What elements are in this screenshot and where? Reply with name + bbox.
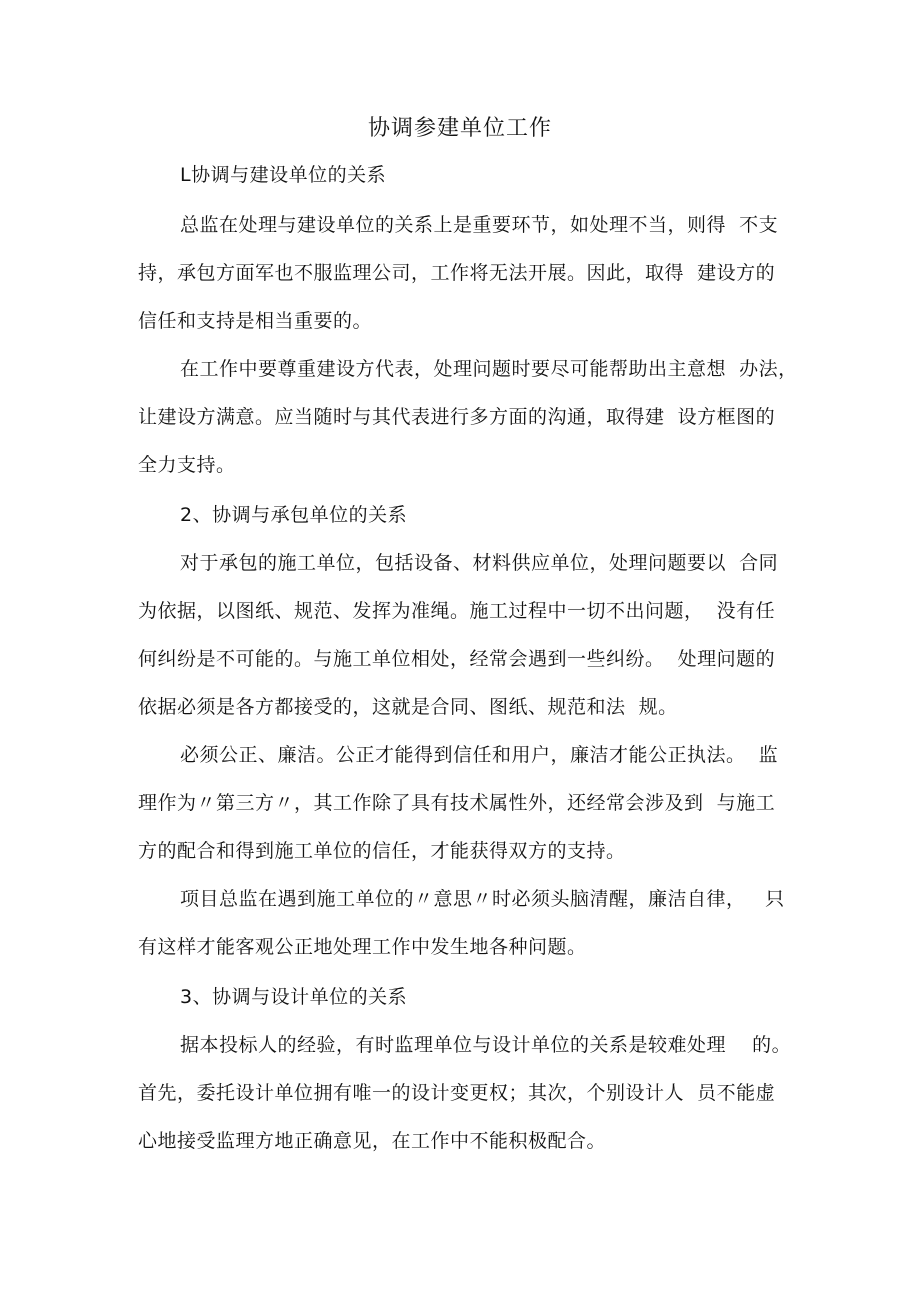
section-heading-1: L协调与建设单位的关系 [180,164,387,186]
paragraph-line: 首先，委托设计单位拥有唯一的设计变更权；其次，个别设计人 员不能虚 [138,1082,776,1104]
section-heading-3: 3、协调与设计单位的关系 [180,986,408,1008]
paragraph-line: 让建设方满意。应当随时与其代表进行多方面的沟通，取得建 设方框图的 [138,406,776,428]
paragraph-line: 依据必须是各方都接受的，这就是合同、图纸、规范和法 规。 [138,696,678,718]
paragraph-line: 全力支持。 [138,454,236,476]
paragraph-line: 在工作中要尊重建设方代表，处理问题时要尽可能帮助出主意想 办法， [180,358,798,380]
paragraph-line: 项目总监在遇到施工单位的〃意思〃时必须头脑清醒，廉洁自律， 只 [180,888,785,910]
section-heading-2: 2、协调与承包单位的关系 [180,504,408,526]
paragraph-line: 何纠纷是不可能的。与施工单位相处，经常会遇到一些纠纷。 处理问题的 [138,648,776,670]
paragraph-line: 方的配合和得到施工单位的信任，才能获得双方的支持。 [138,840,626,862]
paragraph-line: 必须公正、廉洁。公正才能得到信任和用户，廉洁才能公正执法。 监 [180,744,779,766]
paragraph-line: 有这样才能客观公正地处理工作中发生地各种问题。 [138,936,587,958]
document-title: 协调参建单位工作 [367,116,552,141]
paragraph-line: 信任和支持是相当重要的。 [138,310,373,332]
paragraph-line: 据本投标人的经验，有时监理单位与设计单位的关系是较难处理 的。 [180,1034,792,1056]
paragraph-line: 心地接受监理方地正确意见，在工作中不能积极配合。 [138,1130,607,1152]
paragraph-line: 对于承包的施工单位，包括设备、材料供应单位，处理问题要以 合同 [180,552,779,574]
paragraph-line: 持，承包方面军也不服监理公司，工作将无法开展。因此，取得 建设方的 [138,262,776,284]
paragraph-line: 总监在处理与建设单位的关系上是重要环节，如处理不当，则得 不支 [180,214,779,236]
paragraph-line: 为依据，以图纸、规范、发挥为准绳。施工过程中一切不出问题， 没有任 [138,600,776,622]
paragraph-line: 理作为〃第三方〃，其工作除了具有技术属性外，还经常会涉及到 与施工 [138,792,776,814]
